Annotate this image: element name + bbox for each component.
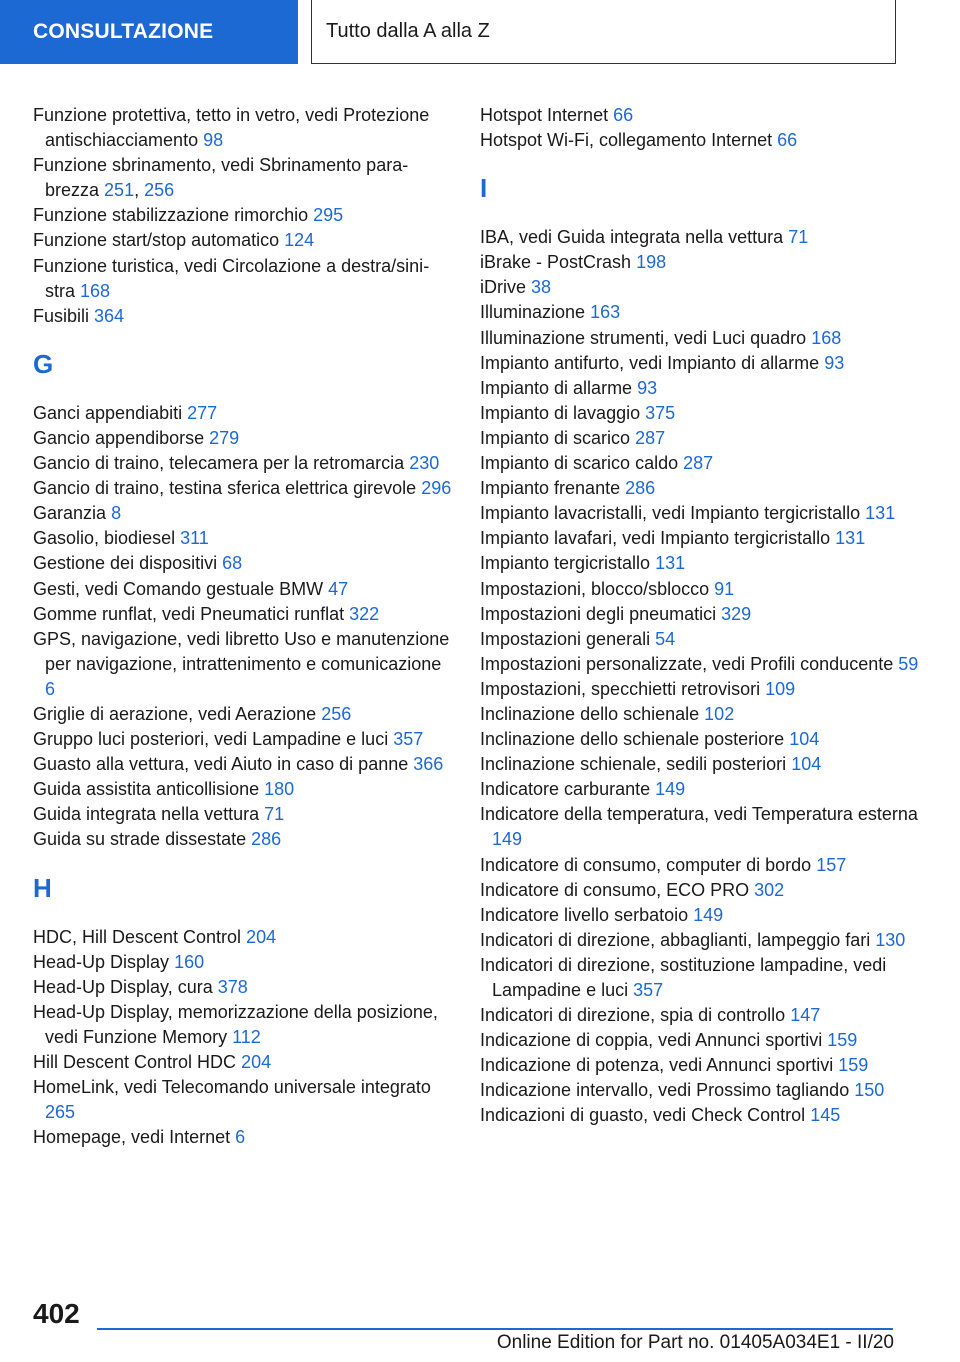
page-reference-link[interactable]: 149 <box>655 779 686 800</box>
index-entry <box>33 925 453 950</box>
page-reference-link[interactable]: 277 <box>187 402 218 423</box>
index-entry <box>33 752 453 777</box>
index-entry <box>480 1103 920 1128</box>
page-reference-link[interactable]: 112 <box>232 1026 261 1047</box>
index-entry <box>480 652 920 677</box>
index-entry <box>480 677 920 702</box>
index-entry-text: Guida integrata nella vettura <box>33 804 260 825</box>
index-entry-text: IBA, vedi Guida integrata nella vettura <box>480 227 784 248</box>
index-entry <box>480 451 920 476</box>
index-entry-text: Indicazione di potenza, vedi Annunci sportivi <box>480 1055 834 1076</box>
index-entry <box>33 203 453 228</box>
index-entry <box>33 827 453 852</box>
index-entry-text: Inclinazione schienale, sedili posteriori <box>480 754 787 775</box>
page-reference-link[interactable]: 109 <box>765 678 796 699</box>
index-entry <box>33 551 453 576</box>
index-entry-text: Garanzia <box>33 503 107 524</box>
index-entry-text: Guasto alla vettura, vedi Aiuto in caso di panne <box>33 754 409 775</box>
index-entry-text: Funzione start/stop automatico <box>33 230 280 251</box>
page-reference-link[interactable]: 296 <box>421 478 452 499</box>
index-entry <box>480 577 920 602</box>
page-reference-link[interactable]: 286 <box>251 829 282 850</box>
index-entry <box>480 225 920 250</box>
index-entry-text: GPS, navigazione, vedi libretto Uso e manutenzione per navigazione, intrattenimento e comunicazione <box>33 628 450 674</box>
page-reference-link[interactable]: 159 <box>827 1030 858 1051</box>
index-entry <box>480 351 920 376</box>
page-reference-link[interactable]: 149 <box>492 829 523 850</box>
index-entry <box>480 551 920 576</box>
page-reference-link[interactable]: 93 <box>824 352 845 373</box>
index-entry <box>33 501 453 526</box>
index-entry <box>33 1000 453 1050</box>
page-reference-link[interactable]: 59 <box>898 653 919 674</box>
index-entry-text: Impianto di scarico caldo <box>480 453 679 474</box>
page-reference-link[interactable]: 357 <box>633 980 664 1000</box>
index-entry <box>33 526 453 551</box>
index-entry-text: Impianto lavacristalli, vedi Impianto tergicristallo <box>480 503 861 524</box>
index-entry <box>480 401 920 426</box>
index-entry <box>33 627 453 702</box>
index-entry-text: Funzione stabilizzazione rimorchio <box>33 205 309 226</box>
page-reference-link[interactable]: 295 <box>313 205 344 226</box>
page-reference-link[interactable]: 287 <box>683 453 714 474</box>
index-entry-text: Indicazione intervallo, vedi Prossimo tagliando <box>480 1080 850 1101</box>
page-reference-link[interactable]: 251 <box>104 180 135 201</box>
index-entry <box>480 752 920 777</box>
index-entry-text: Impostazioni, blocco/sblocco <box>480 578 710 599</box>
index-entry-text: Ganci appendiabiti <box>33 402 183 423</box>
index-entry <box>480 878 920 903</box>
index-entry <box>480 903 920 928</box>
index-entry-text: Gancio di traino, testina sferica elettrica girevole <box>33 478 417 499</box>
page-reference-link[interactable]: 204 <box>246 926 277 947</box>
page-reference-link[interactable]: 168 <box>811 327 842 348</box>
page-reference-link[interactable]: 104 <box>791 754 822 775</box>
index-entry <box>33 401 453 426</box>
page-reference-link[interactable]: 149 <box>693 904 724 925</box>
index-entry-text: Impianto di lavaggio <box>480 402 641 423</box>
index-entry <box>33 950 453 975</box>
index-entry-text: Hotspot Internet <box>480 105 609 125</box>
page-reference-link[interactable]: 378 <box>217 976 248 997</box>
page-reference-link[interactable]: 322 <box>349 603 380 624</box>
index-entry <box>480 326 920 351</box>
page-reference-link[interactable]: 287 <box>635 427 666 448</box>
page-reference-link[interactable]: 311 <box>180 528 209 549</box>
index-entry-text: Indicatore carburante <box>480 779 651 800</box>
index-entry <box>480 802 920 852</box>
index-entry-text: Indicazione di coppia, vedi Annunci sportivi <box>480 1030 823 1051</box>
index-entry <box>33 103 453 153</box>
index-entry <box>480 727 920 752</box>
index-entry-text: Gestione dei dispositivi <box>33 553 218 574</box>
page-reference-link[interactable]: 163 <box>590 302 621 323</box>
index-entry-text: Illuminazione <box>480 302 586 323</box>
index-entry <box>33 777 453 802</box>
index-column-left <box>33 103 453 1150</box>
page-reference-link[interactable]: 302 <box>754 879 785 900</box>
page-reference-link[interactable]: 71 <box>264 804 285 825</box>
index-entry <box>480 426 920 451</box>
page-reference-link[interactable]: 131 <box>865 503 896 524</box>
index-entry <box>480 526 920 551</box>
index-entry-text: Impianto lavafari, vedi Impianto tergicristallo <box>480 528 831 549</box>
page-reference-link[interactable]: 198 <box>636 252 667 273</box>
index-entry <box>480 1003 920 1028</box>
page-reference-link[interactable]: 329 <box>721 603 752 624</box>
index-entry <box>33 254 453 304</box>
index-entry-text: Impianto di allarme <box>480 377 633 398</box>
index-entry <box>33 426 453 451</box>
page-reference-link[interactable]: 366 <box>413 754 444 775</box>
page-reference-link[interactable]: 357 <box>393 729 424 750</box>
index-letter-heading: I <box>480 173 488 204</box>
index-entry <box>480 275 920 300</box>
index-entry <box>33 1125 453 1150</box>
page-reference-link[interactable]: 230 <box>409 453 440 474</box>
page-reference-link[interactable]: 38 <box>531 277 552 298</box>
index-entry <box>33 451 453 476</box>
page-reference-link[interactable]: 375 <box>645 402 676 423</box>
page-reference-link[interactable]: 168 <box>80 280 111 301</box>
index-entry <box>480 853 920 878</box>
index-entry <box>480 953 920 1003</box>
page-reference-link[interactable]: 93 <box>637 377 658 398</box>
page-reference-link[interactable]: 265 <box>45 1102 76 1123</box>
index-entry <box>480 501 920 526</box>
index-entry-text: Impianto antifurto, vedi Impianto di allarme <box>480 352 820 373</box>
index-entry-text: iBrake - PostCrash <box>480 252 632 273</box>
page-reference-link[interactable]: 364 <box>94 305 125 326</box>
index-entry <box>480 476 920 501</box>
index-entry-text: Gancio appendiborse <box>33 427 205 448</box>
index-entry <box>480 702 920 727</box>
page-reference-link[interactable]: 66 <box>613 105 634 125</box>
index-entry: Funzione sbrinamento, vedi Sbrinamento parabrezza 251, 256 <box>33 155 409 201</box>
index-entry-text: Funzione protettiva, tetto in vetro, vedi Protezione antischiacciamento <box>33 105 430 151</box>
index-entry <box>33 577 453 602</box>
chapter-title: Tutto dalla A alla Z <box>311 0 896 64</box>
page-reference-link[interactable]: 98 <box>203 130 224 151</box>
page-reference-link[interactable]: 104 <box>789 729 820 750</box>
index-entry-text: Gancio di traino, telecamera per la retromarcia <box>33 453 405 474</box>
index-column-right <box>480 103 920 1129</box>
index-entry <box>480 128 920 153</box>
index-entry <box>480 928 920 953</box>
page-reference-link[interactable]: 131 <box>655 553 686 574</box>
page-number: 402 <box>33 1298 80 1329</box>
page-reference-link[interactable]: 180 <box>264 779 295 800</box>
index-entry <box>480 376 920 401</box>
page-reference-link[interactable]: 256 <box>321 703 352 724</box>
index-entry-text: Indicatore livello serbatoio <box>480 904 689 925</box>
page-reference-link[interactable]: 160 <box>174 951 205 972</box>
index-entry-text: Head-Up Display, cura <box>33 976 213 997</box>
page-reference-link[interactable]: 130 <box>875 929 906 950</box>
section-tab: CONSULTAZIONE <box>0 0 298 64</box>
page-reference-link[interactable]: 68 <box>222 553 243 574</box>
index-entry <box>33 304 453 329</box>
index-entry-text: Hotspot Wi-Fi, collegamento Internet <box>480 130 773 151</box>
index-letter-heading: H <box>33 872 52 903</box>
footer-divider <box>97 1328 893 1330</box>
index-entry-text: Funzione turistica, vedi Circolazione a destra/sinistra <box>33 255 430 301</box>
index-entry-text: Inclinazione dello schienale posteriore <box>480 729 785 750</box>
index-entry-text: Indicatori di direzione, sostituzione lampadine, vedi Lampadine e luci <box>480 954 887 1000</box>
page-reference-link[interactable]: 6 <box>45 678 56 699</box>
index-entry-text: Hill Descent Control HDC <box>33 1052 237 1072</box>
index-entry <box>33 802 453 827</box>
index-entry-text: Inclinazione dello schienale <box>480 703 700 724</box>
index-entry-text: Gomme runflat, vedi Pneumatici runflat <box>33 603 345 624</box>
page-reference-link[interactable]: 279 <box>209 427 240 448</box>
index-entry-text: Indicatore di consumo, ECO PRO <box>480 879 750 900</box>
index-entry-text: Head-Up Display, memorizzazione della posizione, vedi Funzione Memory <box>33 1001 438 1047</box>
index-entry-text: Gasolio, biodiesel <box>33 528 176 549</box>
index-entry-text: Impostazioni, specchietti retrovisori <box>480 678 761 699</box>
index-entry-text: Griglie di aerazione, vedi Aerazione <box>33 703 317 724</box>
index-entry-text: Guida su strade dissestate <box>33 829 247 850</box>
page-reference-link[interactable]: 157 <box>816 854 847 875</box>
index-entry <box>33 602 453 627</box>
index-entry-text: iDrive <box>480 277 527 298</box>
index-entry-text: Guida assistita anticollisione <box>33 779 260 800</box>
index-entry <box>480 777 920 802</box>
index-entry-text: Indicatore della temperatura, vedi Temperatura esterna <box>480 804 918 825</box>
index-entry-text: Head-Up Display <box>33 951 170 972</box>
index-entry <box>33 727 453 752</box>
index-entry <box>480 1053 920 1078</box>
index-entry <box>480 103 920 128</box>
page-reference-link[interactable]: 91 <box>714 578 735 599</box>
page-reference-link[interactable]: 204 <box>241 1052 272 1072</box>
page-reference-link[interactable]: 145 <box>810 1105 841 1126</box>
index-entry <box>33 975 453 1000</box>
index-letter-heading: G <box>33 348 54 379</box>
page-reference-link[interactable]: 102 <box>704 703 735 724</box>
page-reference-link[interactable]: 159 <box>838 1055 869 1076</box>
index-entry <box>480 1028 920 1053</box>
page-reference-link[interactable]: 131 <box>835 528 866 549</box>
index-entry <box>33 476 453 501</box>
page-reference-link[interactable]: 147 <box>790 1005 821 1026</box>
index-entry-text: HDC, Hill Descent Control <box>33 926 242 947</box>
index-entry <box>33 702 453 727</box>
index-entry-text: Gesti, vedi Comando gestuale BMW <box>33 578 324 599</box>
index-entry <box>480 250 920 275</box>
index-entry-text: Indicazioni di guasto, vedi Check Control <box>480 1105 806 1126</box>
index-entry-text: Impostazioni personalizzate, vedi Profili conducente <box>480 653 894 674</box>
index-entry-text: Impianto di scarico <box>480 427 631 448</box>
index-entry-text: Funzione sbrinamento, vedi Sbrinamento parabrezza <box>33 155 409 201</box>
index-entry-text: Impostazioni degli pneumatici <box>480 603 717 624</box>
index-entry-text: Impianto tergicristallo <box>480 553 651 574</box>
index-entry-text: Indicatore di consumo, computer di bordo <box>480 854 812 875</box>
index-entry <box>33 1050 453 1075</box>
page-reference-link[interactable]: 124 <box>284 230 315 251</box>
page-header <box>0 0 960 66</box>
index-entry-text: Homepage, vedi Internet <box>33 1127 231 1148</box>
page-reference-link[interactable]: 8 <box>111 503 122 524</box>
page-reference-link[interactable]: 71 <box>788 227 809 248</box>
edition-note: Online Edition for Part no. 01405A034E1 - II/20 <box>496 1332 894 1353</box>
index-entry-text: Impianto frenante <box>480 478 621 499</box>
page-reference-link[interactable]: 47 <box>328 578 349 599</box>
index-entry-text: Illuminazione strumenti, vedi Luci quadro <box>480 327 807 348</box>
page-reference-link[interactable]: 150 <box>854 1080 885 1101</box>
index-entry <box>480 1078 920 1103</box>
index-entry-text: Fusibili <box>33 305 90 326</box>
index-entry <box>480 627 920 652</box>
page-reference-link[interactable]: 66 <box>777 130 798 151</box>
index-entry <box>33 1075 453 1125</box>
index-entry-text: HomeLink, vedi Telecomando universale integrato <box>33 1077 431 1098</box>
index-entry-text: Gruppo luci posteriori, vedi Lampadine e luci <box>33 729 389 750</box>
index-entry <box>33 228 453 253</box>
index-entry-text: Indicatori di direzione, abbaglianti, lampeggio fari <box>480 929 871 950</box>
page-reference-link[interactable]: 286 <box>625 478 656 499</box>
index-entry-text: Impostazioni generali <box>480 628 651 649</box>
index-entry <box>480 602 920 627</box>
page-reference-link[interactable]: 256 <box>144 180 175 201</box>
index-entry <box>480 300 920 325</box>
index-entry-text: Indicatori di direzione, spia di controllo <box>480 1005 786 1026</box>
page-reference-link[interactable]: 54 <box>655 628 676 649</box>
page-reference-link[interactable]: 6 <box>235 1127 246 1148</box>
